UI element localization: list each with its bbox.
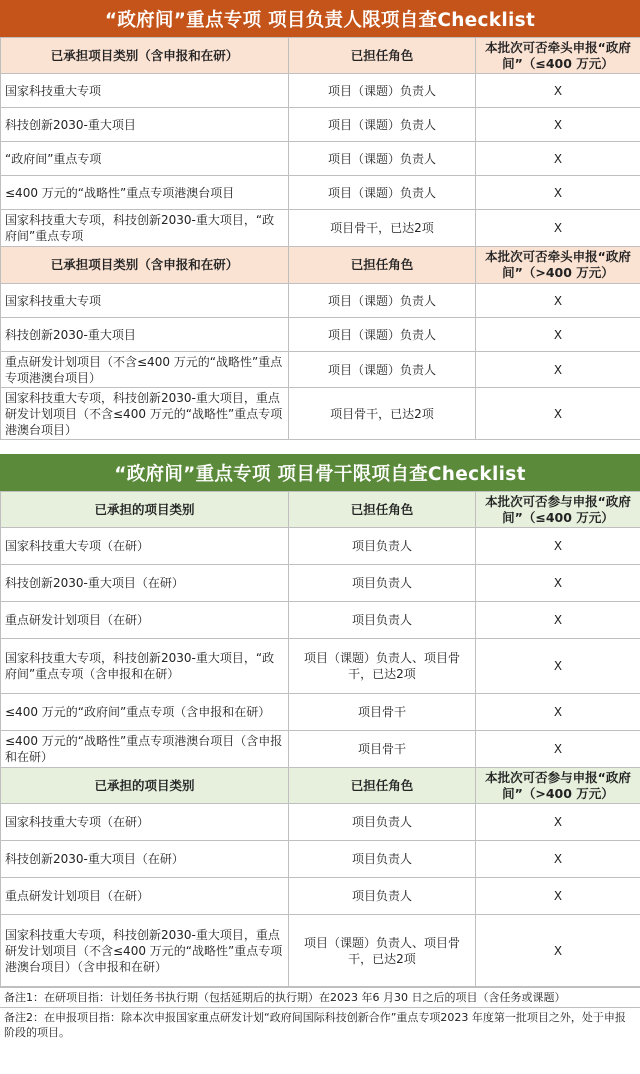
category-cell: 重点研发计划项目（不含≤400 万元的“战略性”重点专项港澳台项目） <box>1 352 289 388</box>
column-header-category: 已承担的项目类别 <box>1 492 289 528</box>
role-cell: 项目骨干 <box>289 731 476 768</box>
table-row <box>1 318 640 352</box>
eligibility-cell: X <box>476 284 640 318</box>
table-row <box>1 639 640 694</box>
section1-title: “政府间”重点专项 项目负责人限项自查Checklist <box>0 0 640 37</box>
category-cell: 重点研发计划项目（在研） <box>1 878 289 915</box>
category-cell: 国家科技重大专项，科技创新2030-重大项目，“政府间”重点专项（含申报和在研） <box>1 639 289 694</box>
table-header <box>1 247 640 284</box>
table-row <box>1 841 640 878</box>
role-cell: 项目（课题）负责人 <box>289 352 476 388</box>
role-cell: 项目（课题）负责人 <box>289 176 476 210</box>
table-row <box>1 74 640 108</box>
column-header-role: 已担任角色 <box>289 38 476 74</box>
category-cell: 国家科技重大专项，科技创新2030-重大项目，重点研发计划项目（不含≤400 万元的“战略性”重点专项港澳台项目）（含申报和在研） <box>1 915 289 987</box>
note-2: 备注2：在申报项目指：除本次申报国家重点研发计划“政府间国际科技创新合作”重点专项2023 年度第一批项目之外，处于申报阶段的项目。 <box>0 1007 640 1041</box>
table-row <box>1 694 640 731</box>
column-header-category: 已承担项目类别（含申报和在研） <box>1 247 289 284</box>
column-header-eligibility: 本批次可否牵头申报“政府间”（≤400 万元） <box>476 38 640 74</box>
column-header-role: 已担任角色 <box>289 247 476 284</box>
eligibility-cell: X <box>476 841 640 878</box>
category-cell: ≤400 万元的“战略性”重点专项港澳台项目（含申报和在研） <box>1 731 289 768</box>
table-row <box>1 142 640 176</box>
role-cell: 项目（课题）负责人 <box>289 284 476 318</box>
column-header-eligibility: 本批次可否参与申报“政府间”（>400 万元） <box>476 768 640 804</box>
category-cell: 科技创新2030-重大项目 <box>1 108 289 142</box>
table-row <box>1 352 640 388</box>
eligibility-cell: X <box>476 731 640 768</box>
role-cell: 项目（课题）负责人、项目骨干，已达2项 <box>289 915 476 987</box>
column-header-role: 已担任角色 <box>289 768 476 804</box>
section2-table <box>0 491 640 987</box>
table-row <box>1 176 640 210</box>
role-cell: 项目（课题）负责人 <box>289 74 476 108</box>
column-header-role: 已担任角色 <box>289 492 476 528</box>
role-cell: 项目（课题）负责人 <box>289 142 476 176</box>
category-cell: 国家科技重大专项（在研） <box>1 804 289 841</box>
eligibility-cell: X <box>476 528 640 565</box>
column-header-category: 已承担的项目类别 <box>1 768 289 804</box>
role-cell: 项目（课题）负责人 <box>289 318 476 352</box>
column-header-eligibility: 本批次可否牵头申报“政府间”（>400 万元） <box>476 247 640 284</box>
eligibility-cell: X <box>476 878 640 915</box>
category-cell: 国家科技重大专项，科技创新2030-重大项目，“政府间”重点专项 <box>1 210 289 247</box>
category-cell: 国家科技重大专项 <box>1 284 289 318</box>
table-row <box>1 565 640 602</box>
eligibility-cell: X <box>476 565 640 602</box>
eligibility-cell: X <box>476 915 640 987</box>
note-1: 备注1：在研项目指：计划任务书执行期（包括延期后的执行期）在2023 年6 月30 日之后的项目（含任务或课题） <box>0 987 640 1007</box>
role-cell: 项目（课题）负责人 <box>289 108 476 142</box>
category-cell: 国家科技重大专项 <box>1 74 289 108</box>
eligibility-cell: X <box>476 142 640 176</box>
table-row <box>1 878 640 915</box>
eligibility-cell: X <box>476 602 640 639</box>
column-header-category: 已承担项目类别（含申报和在研） <box>1 38 289 74</box>
category-cell: ≤400 万元的“战略性”重点专项港澳台项目 <box>1 176 289 210</box>
eligibility-cell: X <box>476 74 640 108</box>
table-row <box>1 731 640 768</box>
table-header <box>1 492 640 528</box>
eligibility-cell: X <box>476 176 640 210</box>
eligibility-cell: X <box>476 210 640 247</box>
eligibility-cell: X <box>476 388 640 440</box>
role-cell: 项目负责人 <box>289 528 476 565</box>
eligibility-cell: X <box>476 352 640 388</box>
category-cell: 国家科技重大专项（在研） <box>1 528 289 565</box>
table-row <box>1 915 640 987</box>
role-cell: 项目负责人 <box>289 565 476 602</box>
section2-title: “政府间”重点专项 项目骨干限项自查Checklist <box>0 454 640 491</box>
table-row <box>1 602 640 639</box>
eligibility-cell: X <box>476 694 640 731</box>
table-row <box>1 804 640 841</box>
role-cell: 项目负责人 <box>289 804 476 841</box>
category-cell: 科技创新2030-重大项目（在研） <box>1 565 289 602</box>
role-cell: 项目骨干，已达2项 <box>289 388 476 440</box>
table-header <box>1 768 640 804</box>
section1-table <box>0 37 640 440</box>
role-cell: 项目骨干 <box>289 694 476 731</box>
table-row <box>1 388 640 440</box>
table-row <box>1 108 640 142</box>
table-row <box>1 528 640 565</box>
category-cell: 科技创新2030-重大项目 <box>1 318 289 352</box>
category-cell: 国家科技重大专项，科技创新2030-重大项目，重点研发计划项目（不含≤400 万元的“战略性”重点专项港澳台项目） <box>1 388 289 440</box>
eligibility-cell: X <box>476 804 640 841</box>
category-cell: 重点研发计划项目（在研） <box>1 602 289 639</box>
table-row <box>1 210 640 247</box>
table-header <box>1 38 640 74</box>
category-cell: 科技创新2030-重大项目（在研） <box>1 841 289 878</box>
role-cell: 项目负责人 <box>289 841 476 878</box>
category-cell: ≤400 万元的“政府间”重点专项（含申报和在研） <box>1 694 289 731</box>
column-header-eligibility: 本批次可否参与申报“政府间”（≤400 万元） <box>476 492 640 528</box>
role-cell: 项目负责人 <box>289 878 476 915</box>
role-cell: 项目骨干，已达2项 <box>289 210 476 247</box>
eligibility-cell: X <box>476 108 640 142</box>
eligibility-cell: X <box>476 639 640 694</box>
role-cell: 项目（课题）负责人、项目骨干，已达2项 <box>289 639 476 694</box>
table-row <box>1 284 640 318</box>
category-cell: “政府间”重点专项 <box>1 142 289 176</box>
role-cell: 项目负责人 <box>289 602 476 639</box>
eligibility-cell: X <box>476 318 640 352</box>
